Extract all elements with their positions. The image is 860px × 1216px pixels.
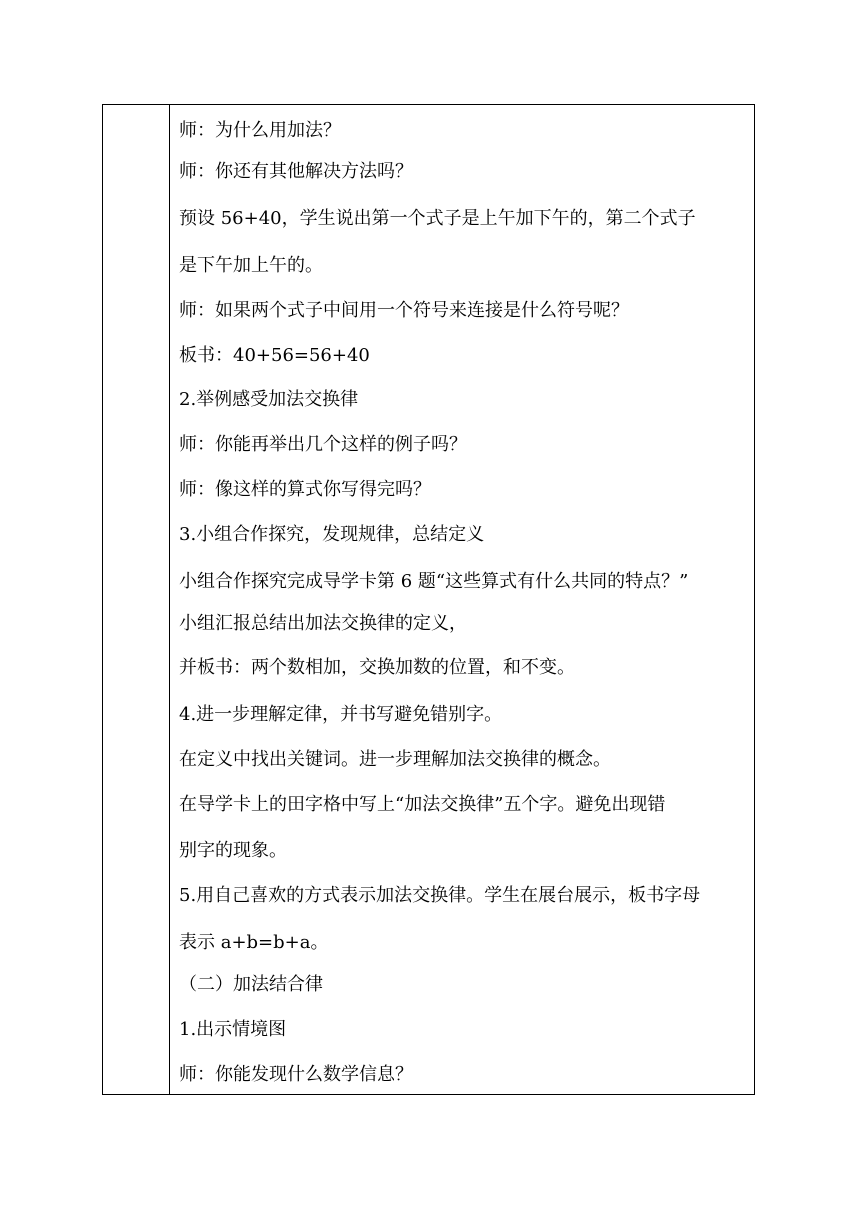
text-line: 3.小组合作探究，发现规律，总结定义: [179, 524, 485, 545]
text-line: （二）加法结合律: [179, 974, 323, 995]
text-line: 板书：40+56=56+40: [179, 345, 370, 366]
text-line: 师：你还有其他解决方法吗？: [179, 161, 413, 182]
text-line: 4.进一步理解定律，并书写避免错别字。: [179, 704, 503, 725]
text-line: 师：你能发现什么数学信息？: [179, 1064, 413, 1085]
text-line: 师：你能再举出几个这样的例子吗？: [179, 434, 467, 455]
text-line: 2.举例感受加法交换律: [179, 389, 359, 410]
column-divider: [169, 105, 170, 1094]
lesson-table: [102, 104, 755, 1095]
text-line: 别字的现象。: [179, 840, 287, 861]
text-line: 小组汇报总结出加法交换律的定义，: [179, 613, 467, 634]
text-line: 小组合作探究完成导学卡第 6 题“这些算式有什么共同的特点？”: [179, 571, 689, 592]
text-line: 并板书：两个数相加，交换加数的位置，和不变。: [179, 657, 575, 678]
text-line: 是下午加上午的。: [179, 255, 323, 276]
text-line: 预设 56+40，学生说出第一个式子是上午加下午的，第二个式子: [179, 208, 696, 229]
text-line: 师：为什么用加法？: [179, 120, 341, 141]
text-line: 5.用自己喜欢的方式表示加法交换律。学生在展台展示，板书字母: [179, 885, 701, 906]
text-line: 表示 a+b=b+a。: [179, 932, 329, 953]
text-line: 师：像这样的算式你写得完吗？: [179, 479, 431, 500]
text-line: 师：如果两个式子中间用一个符号来连接是什么符号呢？: [179, 300, 629, 321]
text-line: 1.出示情境图: [179, 1019, 287, 1040]
text-line: 在定义中找出关键词。进一步理解加法交换律的概念。: [179, 749, 611, 770]
text-line: 在导学卡上的田字格中写上“加法交换律”五个字。避免出现错: [179, 794, 666, 815]
